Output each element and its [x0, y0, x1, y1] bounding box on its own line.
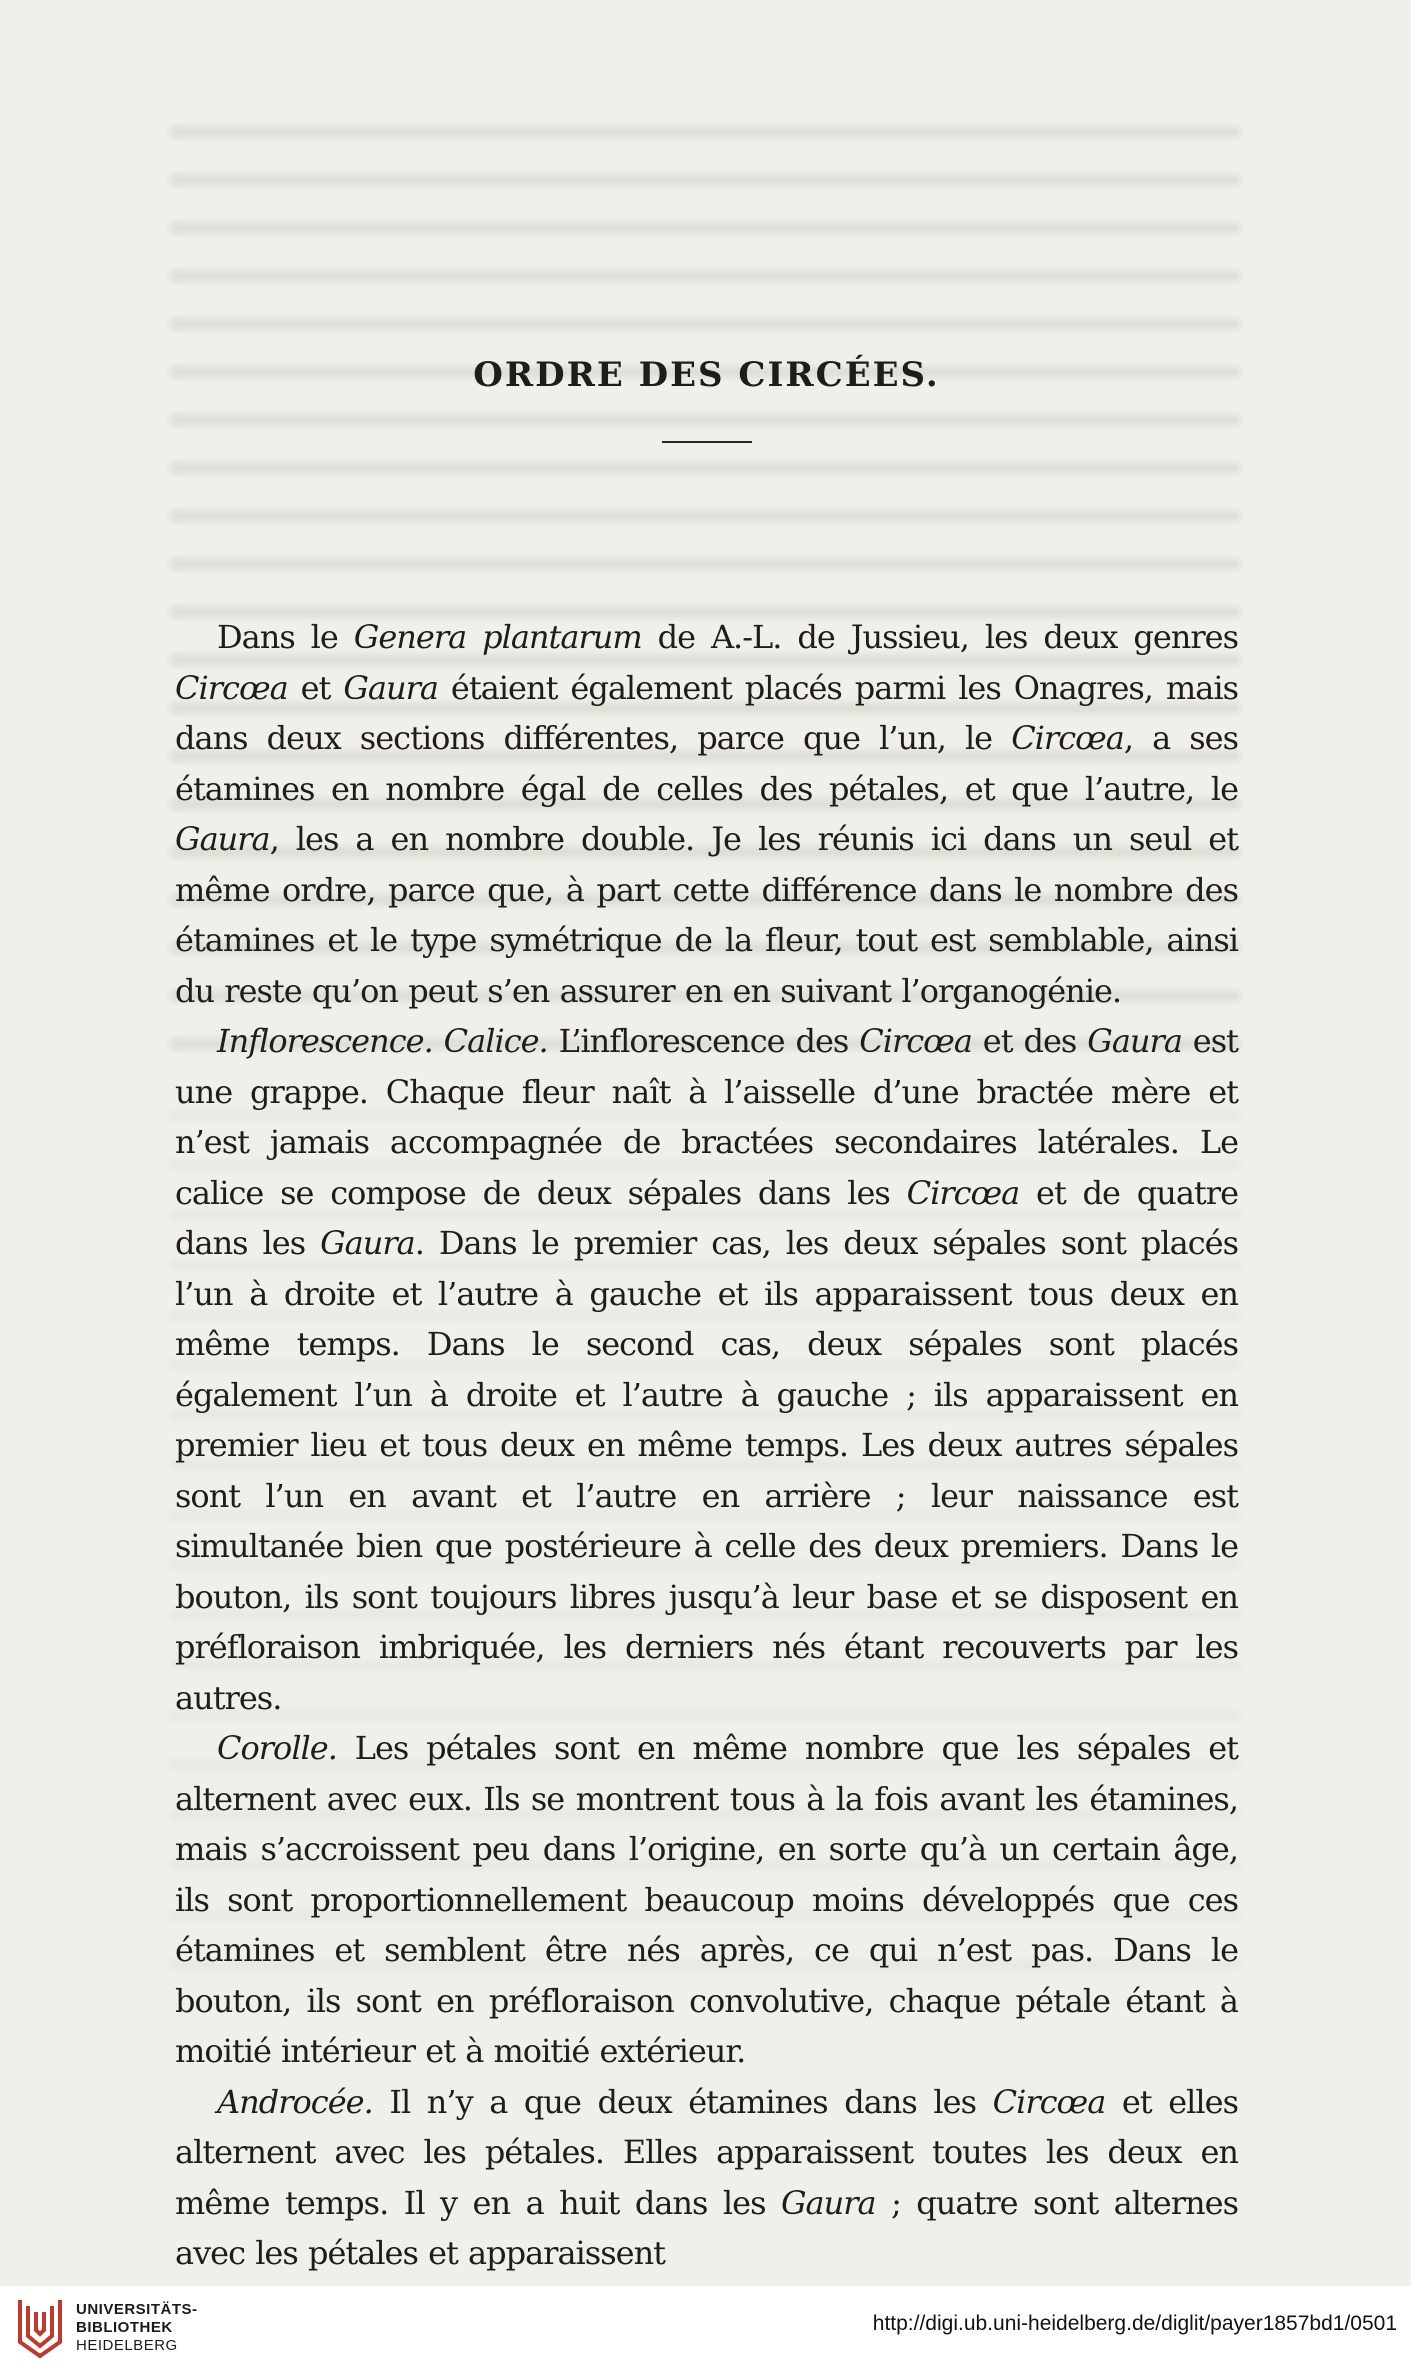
- italic-term: Androcée.: [217, 2082, 373, 2121]
- text-run: étaient également placés parmi les Onagres, mais dans deux sections différentes, parce que l’un, le: [175, 668, 1239, 757]
- text-run: Il n’y a que deux étamines dans les: [372, 2082, 993, 2121]
- italic-term: Gaura: [175, 820, 270, 858]
- page-title: ORDRE DES CIRCÉES.: [473, 355, 940, 395]
- library-name-line3: HEIDELBERG: [76, 2337, 178, 2354]
- italic-term: Corolle.: [217, 1729, 337, 1767]
- italic-term: Circœa: [1011, 719, 1124, 757]
- text-run: Les pétales sont en même nombre que les sépales et alternent avec eux. Ils se montrent tous à la fois avant les étamines, mais s’accroissent peu dans l’origine, en sorte qu’à un certain âge, ils sont proportionnellement beaucoup moins développés que ces étamines et semblent être nés après, ce qui n’est pas. Dans le bouton, ils sont en préfloraison convolutive, chaque pétale étant à moitié intérieur et à moitié extérieur.: [175, 1729, 1238, 2070]
- text-run: ; quatre sont alternes avec les pétales et apparaissent: [175, 2183, 1239, 2272]
- text-run: , les a en nombre double. Je les réunis ici dans un seul et même ordre, parce que, à part cette différence dans le nombre des étamines et le type symétrique de la fleur, tout est semblable, ainsi du reste qu’on peut s’en assurer en en suivant l’organogénie.: [175, 820, 1238, 1010]
- italic-term: Gaura: [780, 2183, 876, 2222]
- paragraph-intro: [175, 612, 1238, 1016]
- italic-term: Gaura: [343, 668, 438, 707]
- text-run: et des: [971, 1022, 1088, 1060]
- text-run: est une grappe. Chaque fleur naît à l’aisselle d’une bractée mère et n’est jamais accompagnée de bractées secondaires latérales. Le calice se compose de deux sépales dans les: [175, 1022, 1239, 1212]
- text-run: de A.-L. de Jussieu, les deux genres: [641, 618, 1239, 656]
- text-run: . Dans le premier cas, les deux sépales sont placés l’un à droite et l’autre à gauche et ils apparaissent tous deux en même temps. Dans le second cas, deux sépales sont placés également l’un à droite et l’autre à gauche ; ils apparaissent en premier lieu et tous deux en même temps. Les deux autres sépales sont l’un en avant et l’autre en arrière ; leur naissance est simultanée bien que postérieure à celle des deux premiers. Dans le bouton, ils sont toujours libres jusqu’à leur base et se disposent en préfloraison imbriquée, les derniers nés étant recouverts par les autres.: [175, 1224, 1239, 1717]
- italic-term: Inflorescence. Calice.: [217, 1022, 548, 1060]
- italic-term: Genera plantarum: [353, 618, 642, 656]
- library-name: [76, 2301, 198, 2355]
- library-name-line2: BIBLIOTHEK: [76, 2319, 173, 2336]
- university-library-logo-icon: [14, 2296, 66, 2360]
- italic-term: Circœa: [175, 668, 288, 707]
- italic-term: Gaura: [320, 1224, 415, 1262]
- italic-term: Circœa: [906, 1173, 1020, 1212]
- title-rule: [662, 441, 752, 443]
- italic-term: Circœa: [859, 1022, 972, 1060]
- text-run: Dans le: [217, 618, 354, 656]
- page-body: [175, 355, 1238, 2279]
- text-run: et elles alternent avec les pétales. Elles apparaissent toutes les deux en même temps. Il y en a huit dans les: [175, 2082, 1239, 2222]
- text-run: L’inflorescence des: [547, 1022, 860, 1060]
- library-name-line1: UNIVERSITÄTS-: [76, 2301, 198, 2318]
- paragraph-corolle: [175, 1723, 1238, 2077]
- source-url-link[interactable]: http://digi.ub.uni-heidelberg.de/diglit/payer1857bd1/0501: [872, 2312, 1397, 2335]
- paragraph-inflorescence: [175, 1016, 1238, 1723]
- text-run: , a ses étamines en nombre égal de celles des pétales, et que l’autre, le: [175, 719, 1239, 808]
- text-run: et de quatre dans les: [175, 1173, 1239, 1262]
- text-run: et: [287, 668, 344, 707]
- paragraph-androcee: [175, 2077, 1238, 2279]
- italic-term: Circœa: [992, 2082, 1106, 2121]
- italic-term: Gaura: [1087, 1022, 1182, 1060]
